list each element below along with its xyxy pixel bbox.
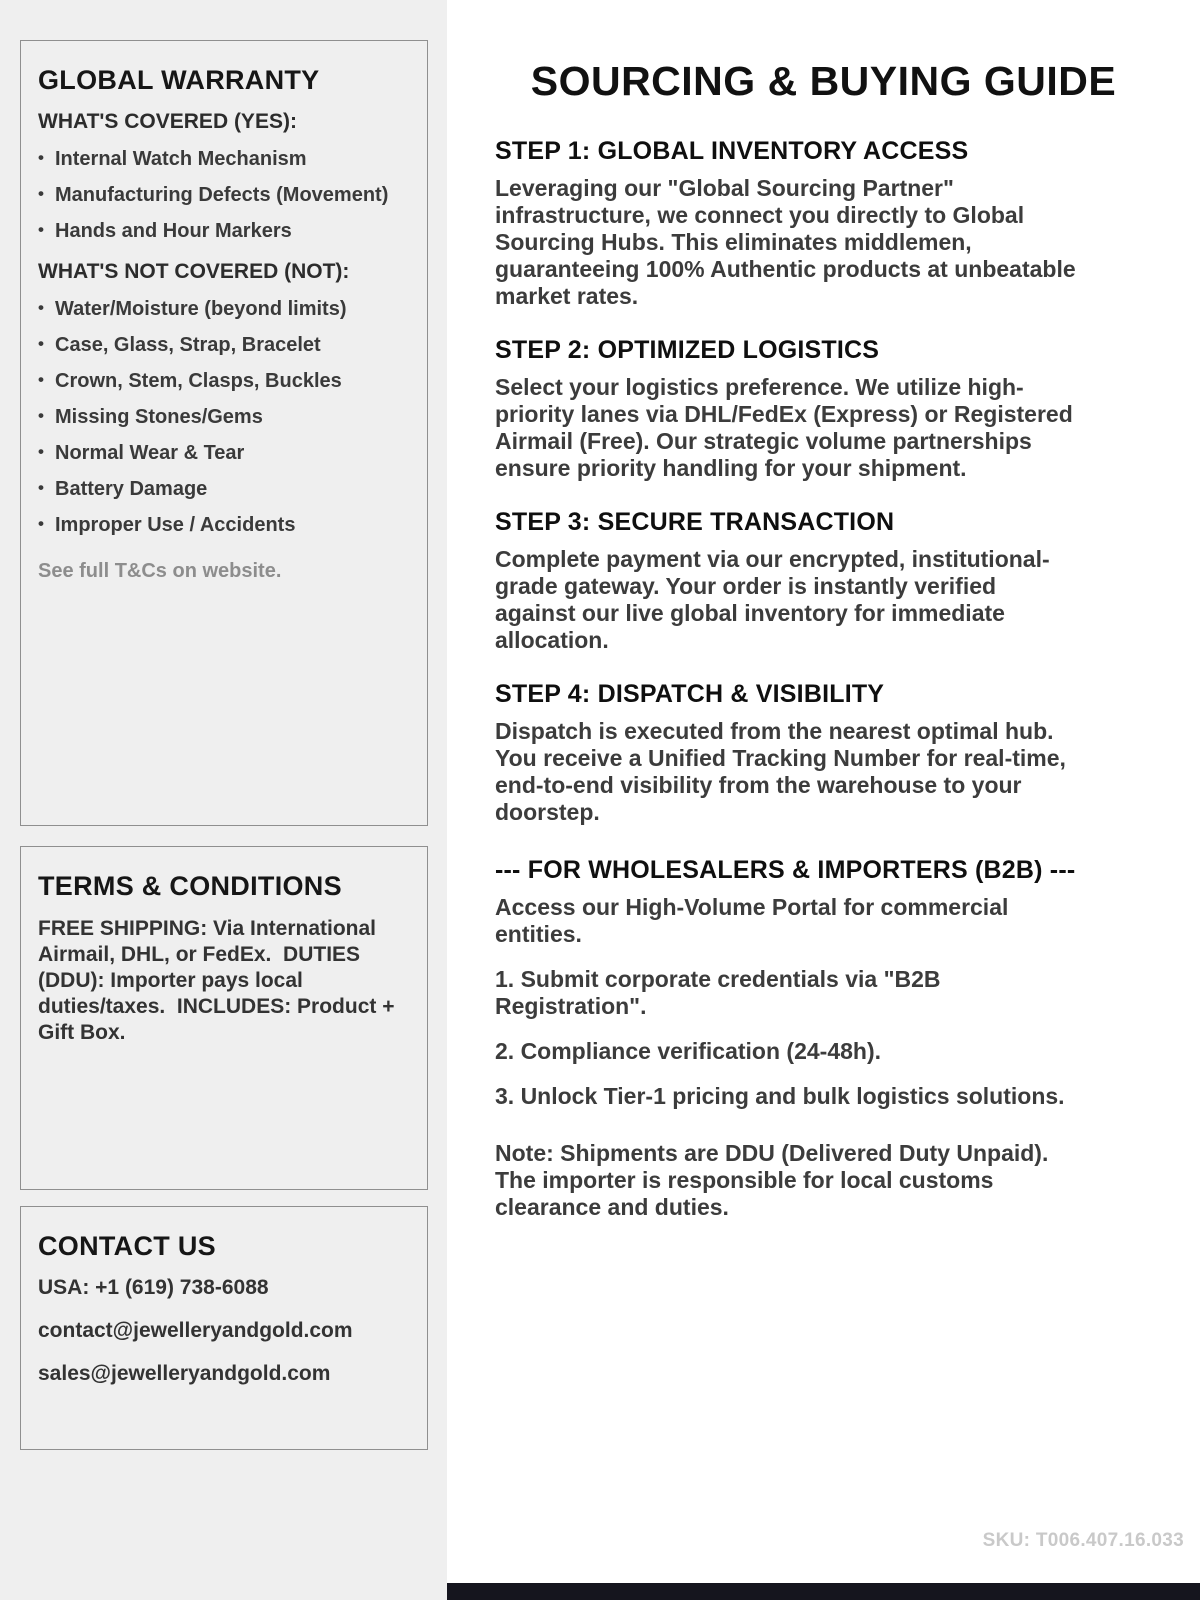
contact-title: CONTACT US: [38, 1231, 216, 1261]
list-item: • Missing Stones/Gems: [38, 406, 410, 428]
step-3-section: [495, 508, 1080, 654]
covered-title: WHAT'S COVERED (YES):: [38, 110, 297, 133]
step-2-section: [495, 336, 1080, 482]
terms-section: [20, 846, 428, 1190]
step-2-body: Select your logistics preference. We utilize high-priority lanes via DHL/FedEx (Express) or Registered Airmail (Free). Our strategic volume partnerships ensure priority handling for your shipment.: [495, 374, 1073, 481]
guide-body: [495, 137, 1080, 1221]
step-3-body: Complete payment via our encrypted, institutional-grade gateway. Your order is instantly verified against our live global inventory for immediate allocation.: [495, 546, 1050, 653]
warranty-footnote: See full T&Cs on website.: [38, 560, 282, 582]
sidebar: [0, 0, 447, 1600]
list-item: • Improper Use / Accidents: [38, 514, 410, 536]
b2b-note: Note: Shipments are DDU (Delivered Duty Unpaid). The importer is responsible for local customs clearance and duties.: [495, 1140, 1049, 1220]
terms-body: FREE SHIPPING: Via International Airmail, DHL, or FedEx. DUTIES (DDU): Importer pays local duties/taxes. INCLUDES: Product + Gift Box.: [38, 917, 401, 1045]
list-item: • Water/Moisture (beyond limits): [38, 298, 410, 320]
step-2-heading: STEP 2: OPTIMIZED LOGISTICS: [495, 336, 880, 364]
list-item: • Case, Glass, Strap, Bracelet: [38, 334, 410, 356]
not-covered-title: WHAT'S NOT COVERED (NOT):: [38, 260, 350, 283]
not-covered-list: [38, 298, 410, 536]
main-content: [447, 0, 1200, 1600]
contact-section: [20, 1206, 428, 1450]
b2b-step-1: 1. Submit corporate credentials via "B2B Registration".: [495, 966, 941, 1019]
step-1-body: Leveraging our "Global Sourcing Partner" infrastructure, we connect you directly to Global Sourcing Hubs. This eliminates middlemen, guaranteeing 100% Authentic products at unbeatable market rates.: [495, 175, 1076, 309]
step-4-body: Dispatch is executed from the nearest optimal hub. You receive a Unified Tracking Number for real-time, end-to-end visibility from the warehouse to your doorstep.: [495, 718, 1066, 825]
contact-phone: USA: +1 (619) 738-6088: [38, 1276, 269, 1299]
covered-list: [38, 148, 410, 242]
list-item: • Internal Watch Mechanism: [38, 148, 410, 170]
list-item: • Crown, Stem, Clasps, Buckles: [38, 370, 410, 392]
b2b-intro: Access our High-Volume Portal for commercial entities.: [495, 894, 1009, 947]
list-item: • Battery Damage: [38, 478, 410, 500]
terms-title: TERMS & CONDITIONS: [38, 871, 342, 901]
step-3-heading: STEP 3: SECURE TRANSACTION: [495, 508, 895, 536]
b2b-step-2: 2. Compliance verification (24-48h).: [495, 1038, 882, 1064]
step-1-heading: STEP 1: GLOBAL INVENTORY ACCESS: [495, 137, 969, 165]
footer-bar: [447, 1583, 1200, 1600]
list-item: • Manufacturing Defects (Movement): [38, 184, 410, 206]
contact-email-primary: contact@jewelleryandgold.com: [38, 1319, 353, 1342]
page-title: SOURCING & BUYING GUIDE: [530, 58, 1117, 104]
warranty-section: [20, 40, 428, 826]
b2b-section: [495, 856, 1080, 1221]
step-1-section: [495, 137, 1080, 310]
list-item: • Hands and Hour Markers: [38, 220, 410, 242]
step-4-heading: STEP 4: DISPATCH & VISIBILITY: [495, 680, 885, 708]
b2b-step-3: 3. Unlock Tier-1 pricing and bulk logistics solutions.: [495, 1083, 1065, 1109]
list-item: • Normal Wear & Tear: [38, 442, 410, 464]
step-4-section: [495, 680, 1080, 826]
contact-email-sales: sales@jewelleryandgold.com: [38, 1362, 331, 1385]
sku-label: SKU: T006.407.16.033: [982, 1530, 1184, 1551]
b2b-heading: --- FOR WHOLESALERS & IMPORTERS (B2B) ---: [495, 856, 1076, 884]
warranty-title: GLOBAL WARRANTY: [38, 65, 320, 95]
